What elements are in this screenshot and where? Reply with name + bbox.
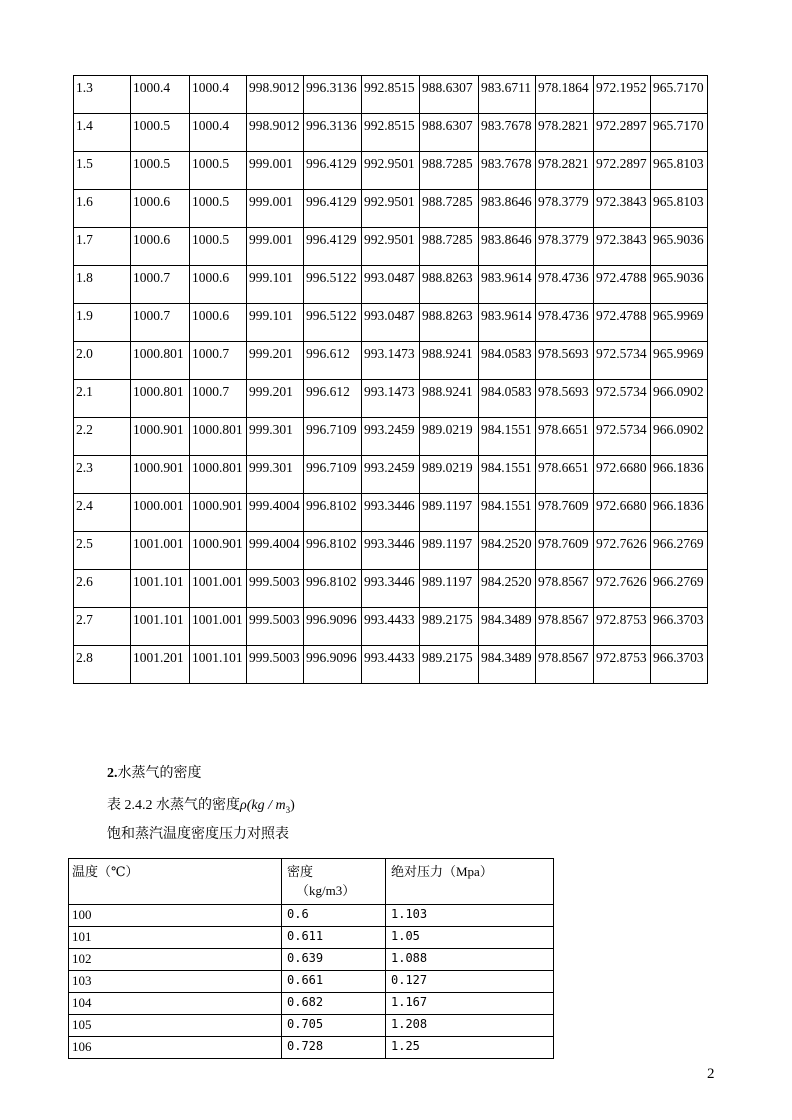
table-cell: 984.1551 [479, 494, 536, 532]
table-cell: 1000.6 [131, 228, 190, 266]
table-cell: 972.3843 [594, 190, 651, 228]
density-cell: 0.639 [282, 949, 386, 971]
table-cell: 988.9241 [420, 380, 479, 418]
table-cell: 983.9614 [479, 266, 536, 304]
table-row [74, 570, 708, 608]
table-cell: 999.301 [247, 456, 304, 494]
table-cell: 1000.801 [190, 456, 247, 494]
table-cell: 1000.7 [190, 380, 247, 418]
table-cell: 965.9969 [651, 304, 708, 342]
table-cell: 978.7609 [536, 494, 594, 532]
table-cell: 978.8567 [536, 570, 594, 608]
table-cell: 978.4736 [536, 304, 594, 342]
table-cell: 972.6680 [594, 494, 651, 532]
table-cell: 988.8263 [420, 266, 479, 304]
header-density [282, 859, 386, 905]
table-cell: 993.3446 [362, 570, 420, 608]
table-cell: 1000.901 [190, 532, 247, 570]
table-cell: 988.9241 [420, 342, 479, 380]
table-cell: 998.9012 [247, 76, 304, 114]
table-cell: 965.8103 [651, 190, 708, 228]
pressure-cell: 1.05 [386, 927, 554, 949]
density-cell: 0.611 [282, 927, 386, 949]
table-cell: 989.2175 [420, 646, 479, 684]
table-cell: 999.201 [247, 342, 304, 380]
steam-table-body [69, 859, 554, 1059]
table-cell: 972.3843 [594, 228, 651, 266]
table-cell: 966.1836 [651, 494, 708, 532]
table-row [69, 1015, 554, 1037]
table-cell: 978.8567 [536, 608, 594, 646]
table-cell: 996.8102 [304, 494, 362, 532]
table-cell: 978.2821 [536, 114, 594, 152]
table-cell: 992.8515 [362, 114, 420, 152]
table-cell: 978.8567 [536, 646, 594, 684]
temperature-cell: 104 [69, 993, 282, 1015]
table-cell: 996.9096 [304, 608, 362, 646]
table-cell: 978.1864 [536, 76, 594, 114]
table-cell: 1000.901 [190, 494, 247, 532]
table-cell: 972.5734 [594, 342, 651, 380]
table-cell: 993.4433 [362, 608, 420, 646]
table-cell: 984.0583 [479, 380, 536, 418]
table-cell: 992.9501 [362, 228, 420, 266]
table-cell: 989.1197 [420, 532, 479, 570]
table-cell: 999.301 [247, 418, 304, 456]
table-cell: 999.001 [247, 228, 304, 266]
table-cell: 988.6307 [420, 76, 479, 114]
table-cell: 989.1197 [420, 570, 479, 608]
table-cell: 972.7626 [594, 532, 651, 570]
table-cell: 1000.5 [190, 190, 247, 228]
table-cell: 998.9012 [247, 114, 304, 152]
table-cell: 972.2897 [594, 114, 651, 152]
table-cell: 966.1836 [651, 456, 708, 494]
temperature-cell: 105 [69, 1015, 282, 1037]
table-cell: 996.7109 [304, 456, 362, 494]
table-cell: 983.6711 [479, 76, 536, 114]
table-cell: 1001.001 [190, 570, 247, 608]
table-cell: 966.3703 [651, 646, 708, 684]
table-cell: 996.8102 [304, 570, 362, 608]
table-caption [107, 794, 295, 815]
table-cell: 978.7609 [536, 532, 594, 570]
table-cell: 988.8263 [420, 304, 479, 342]
table-cell: 965.9036 [651, 266, 708, 304]
table-cell: 978.6651 [536, 418, 594, 456]
table-cell: 1000.901 [131, 456, 190, 494]
table-cell: 978.5693 [536, 380, 594, 418]
table-cell: 966.2769 [651, 532, 708, 570]
table-cell: 2.0 [74, 342, 131, 380]
table-cell: 978.6651 [536, 456, 594, 494]
temperature-cell: 103 [69, 971, 282, 993]
water-density-table [73, 75, 708, 684]
table-cell: 1.7 [74, 228, 131, 266]
table-cell: 993.1473 [362, 342, 420, 380]
table-cell: 978.4736 [536, 266, 594, 304]
table-cell: 996.9096 [304, 646, 362, 684]
table-cell: 1000.4 [131, 76, 190, 114]
table-cell: 996.612 [304, 342, 362, 380]
table-cell: 1001.001 [190, 608, 247, 646]
table-cell: 1000.5 [190, 228, 247, 266]
table-row [74, 114, 708, 152]
table-cell: 996.5122 [304, 266, 362, 304]
table-cell: 972.6680 [594, 456, 651, 494]
table-cell: 1001.101 [131, 608, 190, 646]
table-cell: 972.7626 [594, 570, 651, 608]
table-cell: 993.3446 [362, 494, 420, 532]
table-row [69, 905, 554, 927]
table-cell: 966.3703 [651, 608, 708, 646]
table-cell: 999.001 [247, 190, 304, 228]
table-cell: 996.5122 [304, 304, 362, 342]
temperature-cell: 101 [69, 927, 282, 949]
table-cell: 1000.6 [190, 266, 247, 304]
table-cell: 972.5734 [594, 418, 651, 456]
table-cell: 1.6 [74, 190, 131, 228]
table-cell: 1.3 [74, 76, 131, 114]
table-cell: 992.9501 [362, 190, 420, 228]
table-cell: 984.2520 [479, 532, 536, 570]
unit-close-paren: ) [290, 798, 295, 813]
table-cell: 983.8646 [479, 190, 536, 228]
pressure-cell: 0.127 [386, 971, 554, 993]
table-cell: 996.7109 [304, 418, 362, 456]
table-cell: 984.3489 [479, 608, 536, 646]
table-cell: 988.7285 [420, 190, 479, 228]
table-cell: 996.612 [304, 380, 362, 418]
density-unit: kg / m [251, 798, 286, 813]
table-cell: 1000.7 [131, 266, 190, 304]
table-row [74, 342, 708, 380]
table-cell: 988.7285 [420, 228, 479, 266]
table-cell: 999.4004 [247, 494, 304, 532]
table-cell: 983.7678 [479, 152, 536, 190]
table-cell: 989.0219 [420, 456, 479, 494]
pressure-cell: 1.103 [386, 905, 554, 927]
table-cell: 2.7 [74, 608, 131, 646]
table-cell: 993.4433 [362, 646, 420, 684]
pressure-cell: 1.25 [386, 1037, 554, 1059]
table-cell: 988.7285 [420, 152, 479, 190]
table-row [74, 304, 708, 342]
header-pressure: 绝对压力（Mpa） [386, 859, 554, 905]
table-cell: 988.6307 [420, 114, 479, 152]
density-cell: 0.6 [282, 905, 386, 927]
page-number: 2 [707, 1066, 715, 1082]
density-cell: 0.661 [282, 971, 386, 993]
table-cell: 1000.4 [190, 114, 247, 152]
table-cell: 984.1551 [479, 456, 536, 494]
table-cell: 972.2897 [594, 152, 651, 190]
table-cell: 993.2459 [362, 456, 420, 494]
water-density-table-body [74, 76, 708, 684]
table-cell: 984.0583 [479, 342, 536, 380]
table-cell: 1000.001 [131, 494, 190, 532]
table-cell: 996.3136 [304, 114, 362, 152]
table-row [69, 1037, 554, 1059]
table-cell: 984.1551 [479, 418, 536, 456]
section-title: 水蒸气的密度 [117, 766, 202, 781]
table-cell: 2.6 [74, 570, 131, 608]
table-cell: 1.8 [74, 266, 131, 304]
table-cell: 978.2821 [536, 152, 594, 190]
table-row [74, 190, 708, 228]
table-cell: 1000.5 [190, 152, 247, 190]
table-cell: 1001.001 [131, 532, 190, 570]
table-cell: 983.7678 [479, 114, 536, 152]
caption-prefix: 表 2.4.2 水蒸气的密度 [107, 798, 240, 813]
table-cell: 993.3446 [362, 532, 420, 570]
steam-table-header-row [69, 859, 554, 905]
table-cell: 965.9969 [651, 342, 708, 380]
table-cell: 2.2 [74, 418, 131, 456]
table-row [74, 266, 708, 304]
table-cell: 999.4004 [247, 532, 304, 570]
density-cell: 0.682 [282, 993, 386, 1015]
steam-table [68, 858, 554, 1059]
table-row [74, 494, 708, 532]
table-row [74, 76, 708, 114]
table-row [74, 152, 708, 190]
table-cell: 965.7170 [651, 76, 708, 114]
table-cell: 993.0487 [362, 304, 420, 342]
table-cell: 966.0902 [651, 418, 708, 456]
table-cell: 972.5734 [594, 380, 651, 418]
table-cell: 989.1197 [420, 494, 479, 532]
table-cell: 1000.4 [190, 76, 247, 114]
table-cell: 972.8753 [594, 646, 651, 684]
table-cell: 978.5693 [536, 342, 594, 380]
pressure-cell: 1.088 [386, 949, 554, 971]
table-cell: 1000.7 [131, 304, 190, 342]
table-row [74, 380, 708, 418]
table-cell: 992.8515 [362, 76, 420, 114]
density-cell: 0.728 [282, 1037, 386, 1059]
table-row [69, 993, 554, 1015]
density-symbol: ρ [240, 798, 247, 813]
table-cell: 966.2769 [651, 570, 708, 608]
header-density-label: 密度 [287, 864, 314, 879]
temperature-cell: 106 [69, 1037, 282, 1059]
density-unit-exponent: 3 [285, 804, 291, 815]
table-cell: 1.5 [74, 152, 131, 190]
header-density-unit: （kg/m3） [296, 883, 356, 898]
table-cell: 2.4 [74, 494, 131, 532]
table-cell: 983.8646 [479, 228, 536, 266]
table-cell: 978.3779 [536, 190, 594, 228]
table-cell: 992.9501 [362, 152, 420, 190]
table-cell: 965.9036 [651, 228, 708, 266]
table-cell: 996.8102 [304, 532, 362, 570]
table-cell: 1000.901 [131, 418, 190, 456]
table-cell: 972.8753 [594, 608, 651, 646]
table-cell: 1001.101 [190, 646, 247, 684]
table-cell: 984.3489 [479, 646, 536, 684]
table-cell: 978.3779 [536, 228, 594, 266]
table-cell: 993.1473 [362, 380, 420, 418]
table-cell: 999.201 [247, 380, 304, 418]
temperature-cell: 102 [69, 949, 282, 971]
table-cell: 1000.6 [131, 190, 190, 228]
table-cell: 972.4788 [594, 266, 651, 304]
table-row [74, 456, 708, 494]
table-cell: 1.4 [74, 114, 131, 152]
table-cell: 1000.801 [131, 342, 190, 380]
table-cell: 966.0902 [651, 380, 708, 418]
table-row [74, 228, 708, 266]
table-row [74, 608, 708, 646]
table-cell: 989.0219 [420, 418, 479, 456]
table-cell: 999.101 [247, 304, 304, 342]
table-cell: 1000.5 [131, 114, 190, 152]
table-cell: 999.5003 [247, 570, 304, 608]
table-cell: 1.9 [74, 304, 131, 342]
table-cell: 965.8103 [651, 152, 708, 190]
table-cell: 2.5 [74, 532, 131, 570]
table-cell: 993.0487 [362, 266, 420, 304]
table-cell: 1000.801 [131, 380, 190, 418]
table-cell: 989.2175 [420, 608, 479, 646]
table-cell: 999.001 [247, 152, 304, 190]
table-cell: 1000.801 [190, 418, 247, 456]
pressure-cell: 1.167 [386, 993, 554, 1015]
table-row [74, 418, 708, 456]
table-cell: 1001.101 [131, 570, 190, 608]
table-row [74, 532, 708, 570]
table-cell: 996.4129 [304, 190, 362, 228]
section-heading [107, 762, 202, 782]
density-cell: 0.705 [282, 1015, 386, 1037]
table-row [69, 949, 554, 971]
temperature-cell: 100 [69, 905, 282, 927]
table-cell: 1000.7 [190, 342, 247, 380]
table-cell: 996.4129 [304, 228, 362, 266]
unit-open-paren: ( [246, 798, 252, 813]
header-temperature: 温度（℃） [69, 859, 282, 905]
table-cell: 1001.201 [131, 646, 190, 684]
table-row [69, 927, 554, 949]
table-cell: 1000.5 [131, 152, 190, 190]
table-cell: 2.3 [74, 456, 131, 494]
table-cell: 983.9614 [479, 304, 536, 342]
table-cell: 999.5003 [247, 646, 304, 684]
table-row [69, 971, 554, 993]
table-cell: 1000.6 [190, 304, 247, 342]
table-cell: 999.5003 [247, 608, 304, 646]
table-cell: 972.1952 [594, 76, 651, 114]
pressure-cell: 1.208 [386, 1015, 554, 1037]
table-cell: 999.101 [247, 266, 304, 304]
table-cell: 2.8 [74, 646, 131, 684]
table-row [74, 646, 708, 684]
table-cell: 984.2520 [479, 570, 536, 608]
table-cell: 996.3136 [304, 76, 362, 114]
section-number: 2. [107, 766, 118, 781]
table-subcaption: 饱和蒸汽温度密度压力对照表 [107, 827, 289, 842]
table-cell: 972.4788 [594, 304, 651, 342]
table-cell: 2.1 [74, 380, 131, 418]
table-cell: 996.4129 [304, 152, 362, 190]
table-cell: 993.2459 [362, 418, 420, 456]
table-cell: 965.7170 [651, 114, 708, 152]
